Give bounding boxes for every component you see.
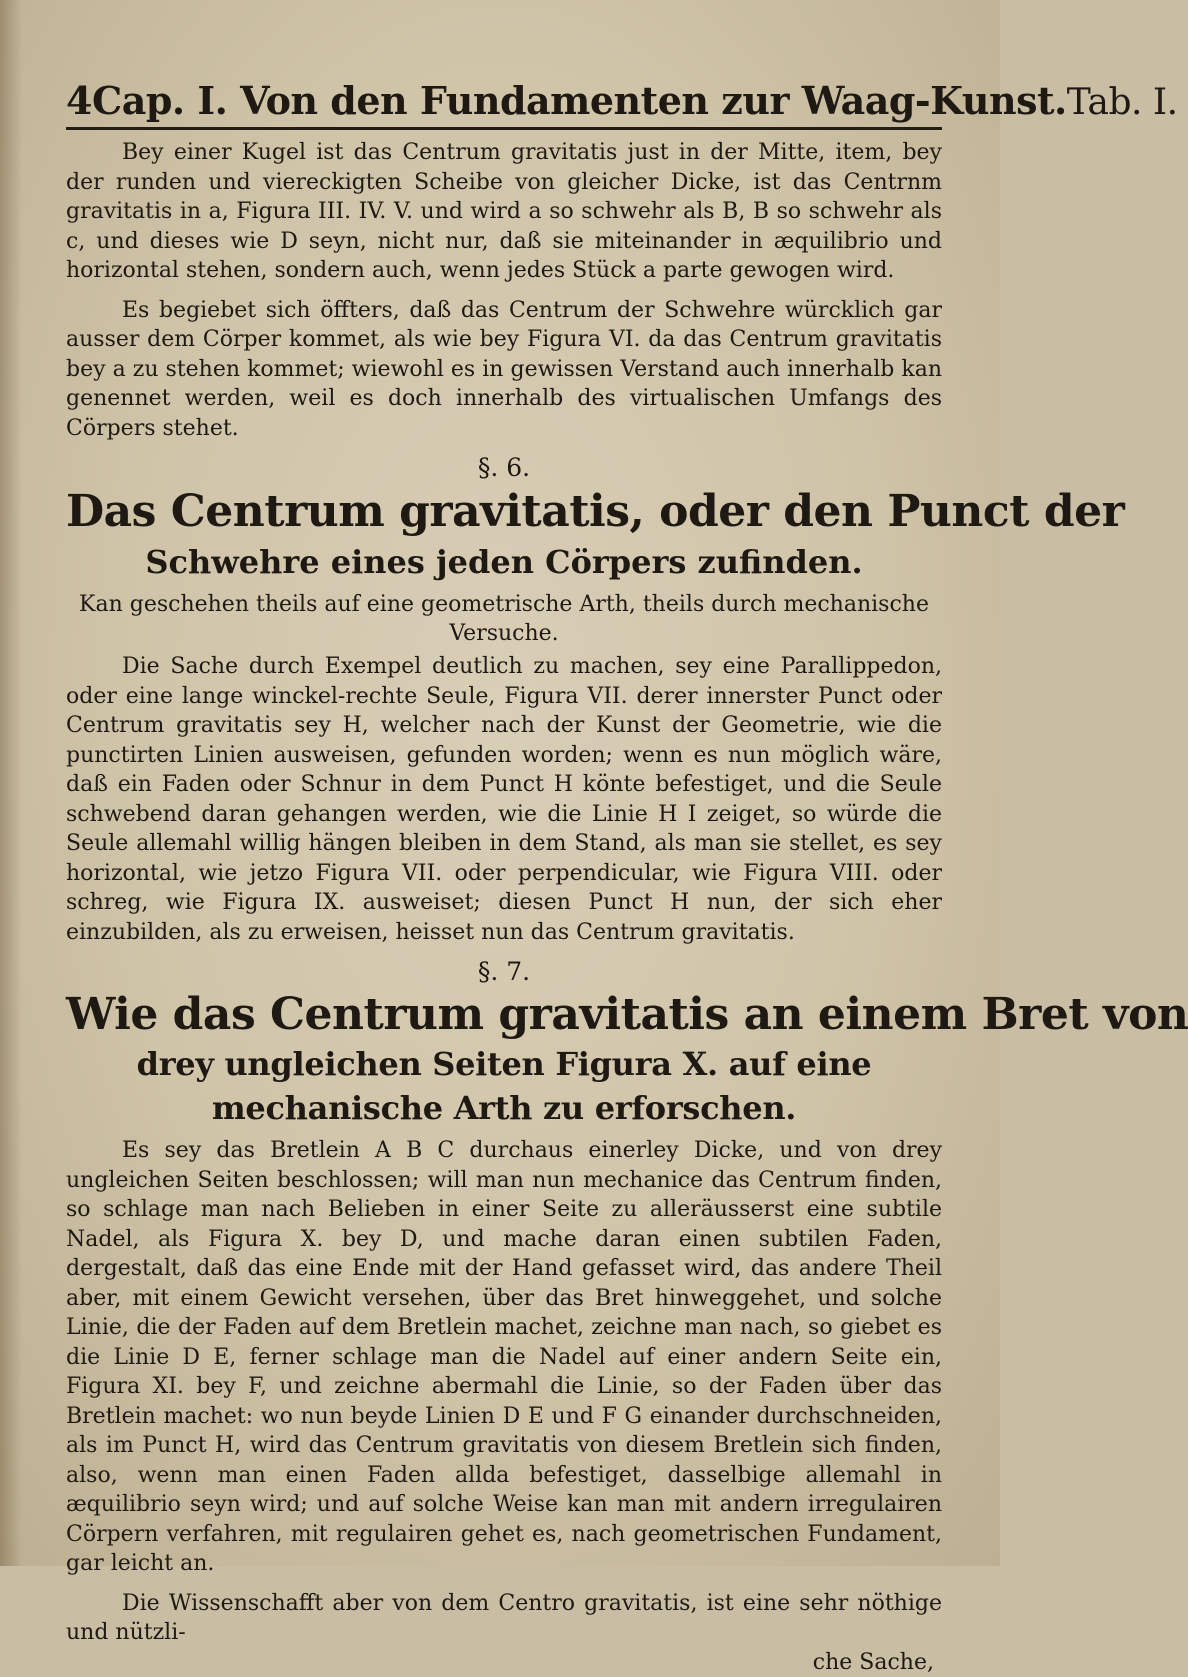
section-6-heading-line2: Schwehre eines jeden Cörpers zufinden.	[66, 540, 942, 584]
section-6-heading-line1: Das Centrum gravitatis, oder den Punct der	[66, 484, 942, 540]
page-number: 4	[66, 78, 92, 123]
table-reference: Tab. I.	[1067, 82, 1178, 123]
section-7-number: §. 7.	[66, 957, 942, 986]
section-7-heading-line1: Wie das Centrum gravitatis an einem Bret von	[66, 988, 942, 1042]
section-6-subheading: Kan geschehen theils auf eine geometrische Arth, theils durch mechanische Versuche.	[66, 590, 942, 648]
paragraph-centre-outside-body: Es begiebet sich öffters, daß das Centrum der Schwehre würcklich gar ausser dem Cörper kommet, als wie bey Figura VI. da das Centrum gravitatis bey a zu stehen kommet; wiewohl es in gewissen Verstand auch innerhalb kan genennet werden, weil es doch innerhalb des virtualischen Umfangs des Cörpers stehet.	[66, 296, 942, 444]
section-7-heading-line2: drey ungleichen Seiten Figura X. auf eine mechanische Arth zu erforschen.	[66, 1042, 942, 1130]
running-header	[66, 78, 942, 130]
paragraph-sphere-centre: Bey einer Kugel ist das Centrum gravitatis just in der Mitte, item, bey der runden und viereckigten Scheibe von gleicher Dicke, ist das Centrnm gravitatis in a, Figura III. IV. V. und wird a so schwehr als B, B so schwehr als c, und dieses wie D seyn, nicht nur, daß sie miteinander in æquilibrio und horizontal stehen, sondern auch, wenn jedes Stück a parte gewogen wird.	[66, 138, 942, 286]
paragraph-continuation: che Sache,	[66, 1648, 942, 1677]
section-6-number: §. 6.	[66, 453, 942, 482]
paragraph-parallelepiped-example: Die Sache durch Exempel deutlich zu machen, sey eine Parallippedon, oder eine lange winckel-rechte Seule, Figura VII. derer innerster Punct oder Centrum gravitatis sey H, welcher nach der Kunst der Geometrie, wie die punctirten Linien ausweisen, gefunden worden; wenn es nun möglich wäre, daß ein Faden oder Schnur in dem Punct H könte befestiget, und die Seule schwebend daran gehangen werden, wie die Linie H I zeiget, so würde die Seule allemahl willig hängen bleiben in dem Stand, als man sie stellet, es sey horizontal, wie jetzo Figura VII. oder perpendicular, wie Figura VIII. oder schreg, wie Figura IX. ausweiset; diesen Punct H nun, der sich eher einzubilden, als zu erweisen, heisset nun das Centrum gravitatis.	[66, 652, 942, 947]
paragraph-science-centre: Die Wissenschafft aber von dem Centro gravitatis, ist eine sehr nöthige und nützli-	[66, 1589, 942, 1648]
paragraph-board-method: Es sey das Bretlein A B C durchaus einerley Dicke, und von drey ungleichen Seiten beschlossen; will man nun mechanice das Centrum finden, so schlage man nach Belieben in einer Seite zu alleräusserst eine subtile Nadel, als Figura X. bey D, und mache daran einen subtilen Faden, dergestalt, daß das eine Ende mit der Hand gefasset wird, das andere Theil aber, mit einem Gewicht versehen, über das Bret hinweggehet, und solche Linie, die der Faden auf dem Bretlein machet, zeichne man nach, so giebet es die Linie D E, ferner schlage man die Nadel auf einer andern Seite ein, Figura XI. bey F, und zeichne abermahl die Linie, so der Faden über das Bretlein machet: wo nun beyde Linien D E und F G einander durchschneiden, als im Punct H, wird das Centrum gravitatis von diesem Bretlein sich finden, also, wenn man einen Faden allda befestiget, dasselbige allemahl in æquilibrio seyn wird; und auf solche Weise kan man mit andern irregulairen Cörpern verfahren, mit regulairen gehet es, nach geometrischen Fundament, gar leicht an.	[66, 1136, 942, 1579]
chapter-title: Cap. I. Von den Fundamenten zur Waag-Kunst.	[92, 78, 1067, 123]
